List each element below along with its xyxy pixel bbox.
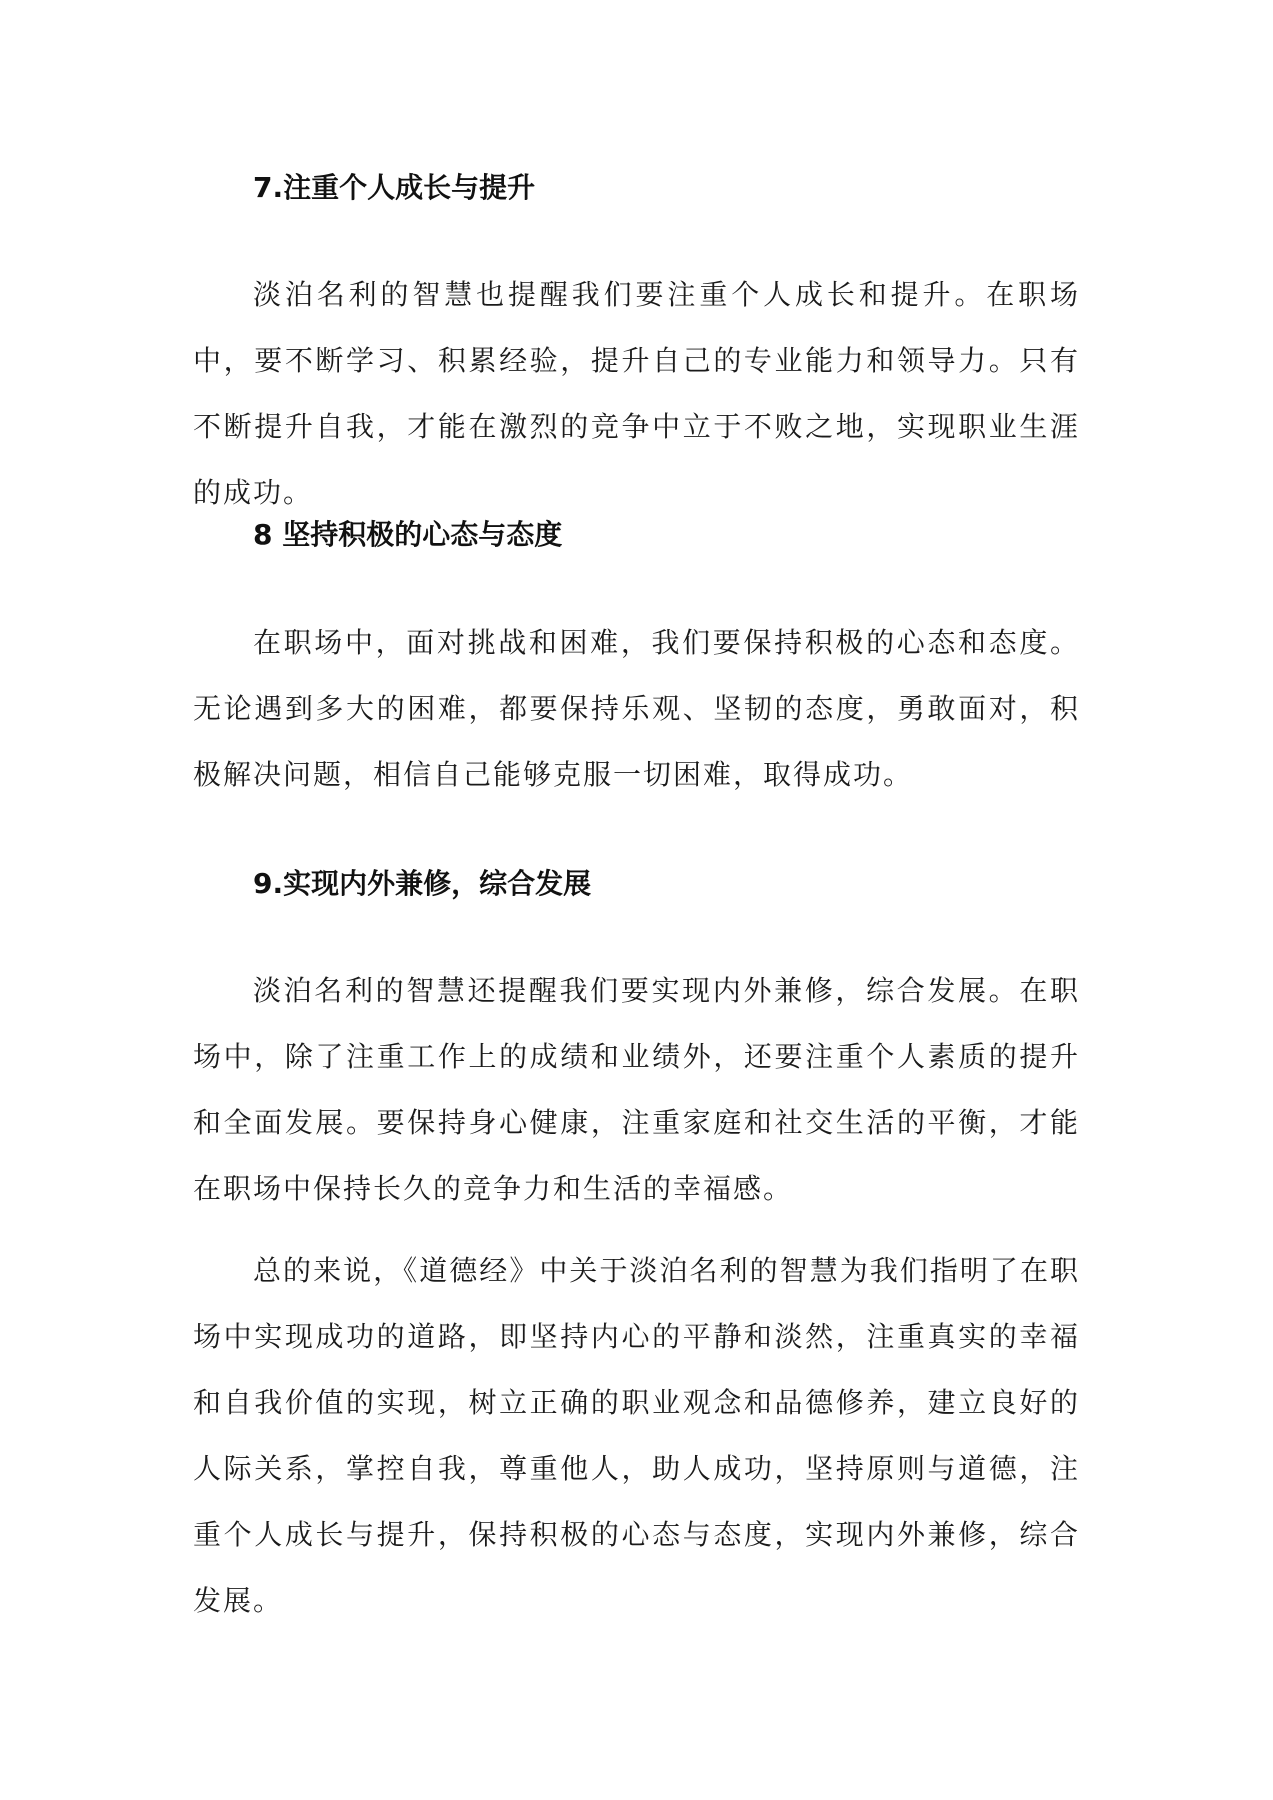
section-paragraph-8: 在职场中，面对挑战和困难，我们要保持积极的心态和态度。无论遇到多大的困难，都要保持乐观、坚韧的态度，勇敢面对，积极解决问题，相信自己能够克服一切困难，取得成功。	[193, 626, 1080, 791]
section-paragraph-7: 淡泊名利的智慧也提醒我们要注重个人成长和提升。在职场中，要不断学习、积累经验，提升自己的专业能力和领导力。只有不断提升自我，才能在激烈的竞争中立于不败之地，实现职业生涯的成功。	[193, 278, 1080, 509]
section-heading-8: 8 坚持积极的心态与态度	[253, 518, 563, 551]
section-heading-9: 9.实现内外兼修，综合发展	[253, 867, 592, 900]
conclusion-paragraph: 总的来说，《道德经》中关于淡泊名利的智慧为我们指明了在职场中实现成功的道路，即坚持内心的平静和淡然，注重真实的幸福和自我价值的实现，树立正确的职业观念和品德修养，建立良好的人际关系，掌控自我，尊重他人，助人成功，坚持原则与道德，注重个人成长与提升，保持积极的心态与态度，实现内外兼修，综合发展。	[193, 1254, 1080, 1617]
section-paragraph-9: 淡泊名利的智慧还提醒我们要实现内外兼修，综合发展。在职场中，除了注重工作上的成绩和业绩外，还要注重个人素质的提升和全面发展。要保持身心健康，注重家庭和社交生活的平衡，才能在职场中保持长久的竞争力和生活的幸福感。	[193, 974, 1080, 1205]
section-heading-7: 7.注重个人成长与提升	[253, 171, 536, 204]
